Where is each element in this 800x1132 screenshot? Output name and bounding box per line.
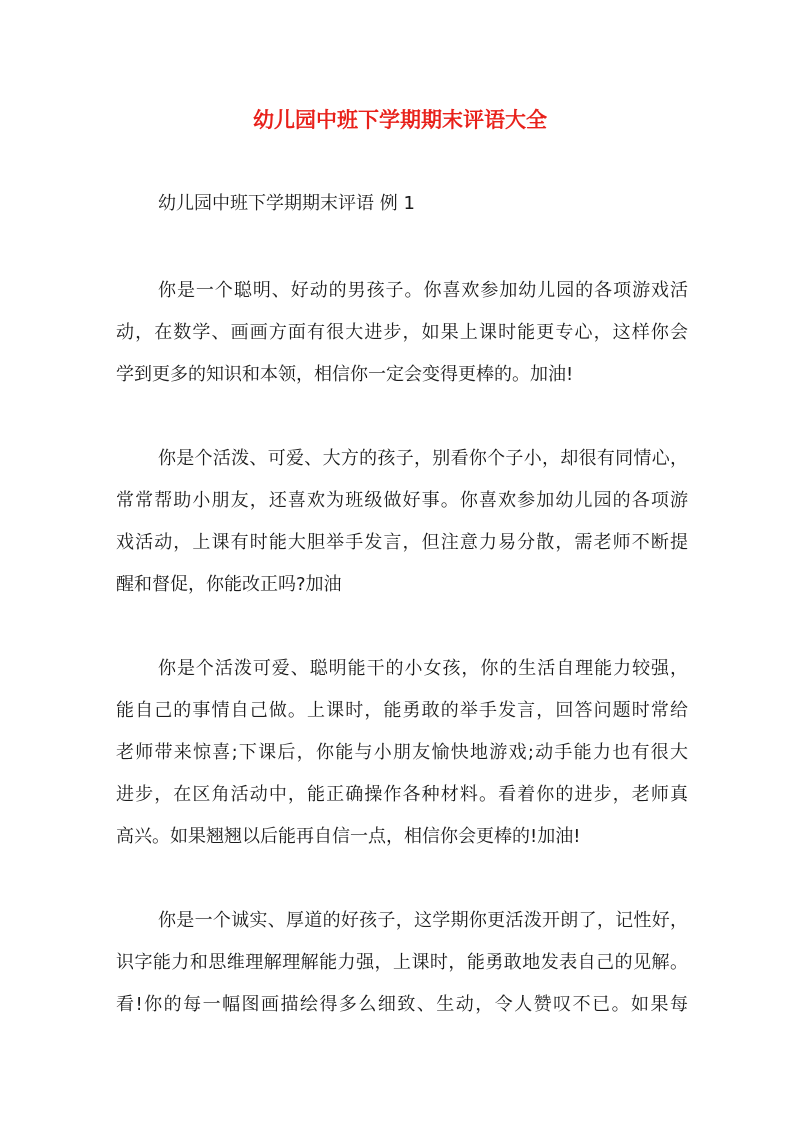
paragraph-line: 进步，在区角活动中，能正确操作各种材料。看着你的进步，老师真 [116, 784, 688, 805]
comment-paragraph-4 [116, 900, 688, 1026]
document-title: 幼儿园中班下学期期末评语大全 [253, 108, 547, 132]
document-subtitle: 幼儿园中班下学期期末评语 例 1 [158, 193, 415, 214]
paragraph-line: 你是一个聪明、好动的男孩子。你喜欢参加幼儿园的各项游戏活 [158, 280, 688, 301]
comment-paragraph-2 [116, 438, 688, 606]
paragraph-line: 你是一个诚实、厚道的好孩子，这学期你更活泼开朗了，记性好， [158, 910, 688, 931]
paragraph-line: 学到更多的知识和本领，相信你一定会变得更棒的。加油! [116, 364, 574, 385]
paragraph-line: 看!你的每一幅图画描绘得多么细致、生动，令人赞叹不已。如果每 [116, 994, 688, 1015]
paragraph-line: 醒和督促，你能改正吗?加油 [116, 574, 342, 595]
comment-paragraph-1 [116, 270, 688, 396]
comment-paragraph-3 [116, 648, 688, 858]
paragraph-line: 高兴。如果翘翘以后能再自信一点，相信你会更棒的!加油! [116, 826, 581, 847]
paragraph-line: 动，在数学、画画方面有很大进步，如果上课时能更专心，这样你会 [116, 322, 688, 343]
paragraph-line: 常常帮助小朋友，还喜欢为班级做好事。你喜欢参加幼儿园的各项游 [116, 490, 688, 511]
paragraph-line: 你是个活泼可爱、聪明能干的小女孩，你的生活自理能力较强， [158, 658, 688, 679]
paragraph-line: 识字能力和思维理解理解能力强，上课时，能勇敢地发表自己的见解。 [116, 952, 688, 973]
paragraph-line: 老师带来惊喜;下课后，你能与小朋友愉快地游戏;动手能力也有很大 [116, 742, 688, 763]
paragraph-line: 你是个活泼、可爱、大方的孩子，别看你个子小，却很有同情心， [158, 448, 688, 469]
paragraph-line: 能自己的事情自己做。上课时，能勇敢的举手发言，回答问题时常给 [116, 700, 688, 721]
paragraph-line: 戏活动，上课有时能大胆举手发言，但注意力易分散，需老师不断提 [116, 532, 688, 553]
